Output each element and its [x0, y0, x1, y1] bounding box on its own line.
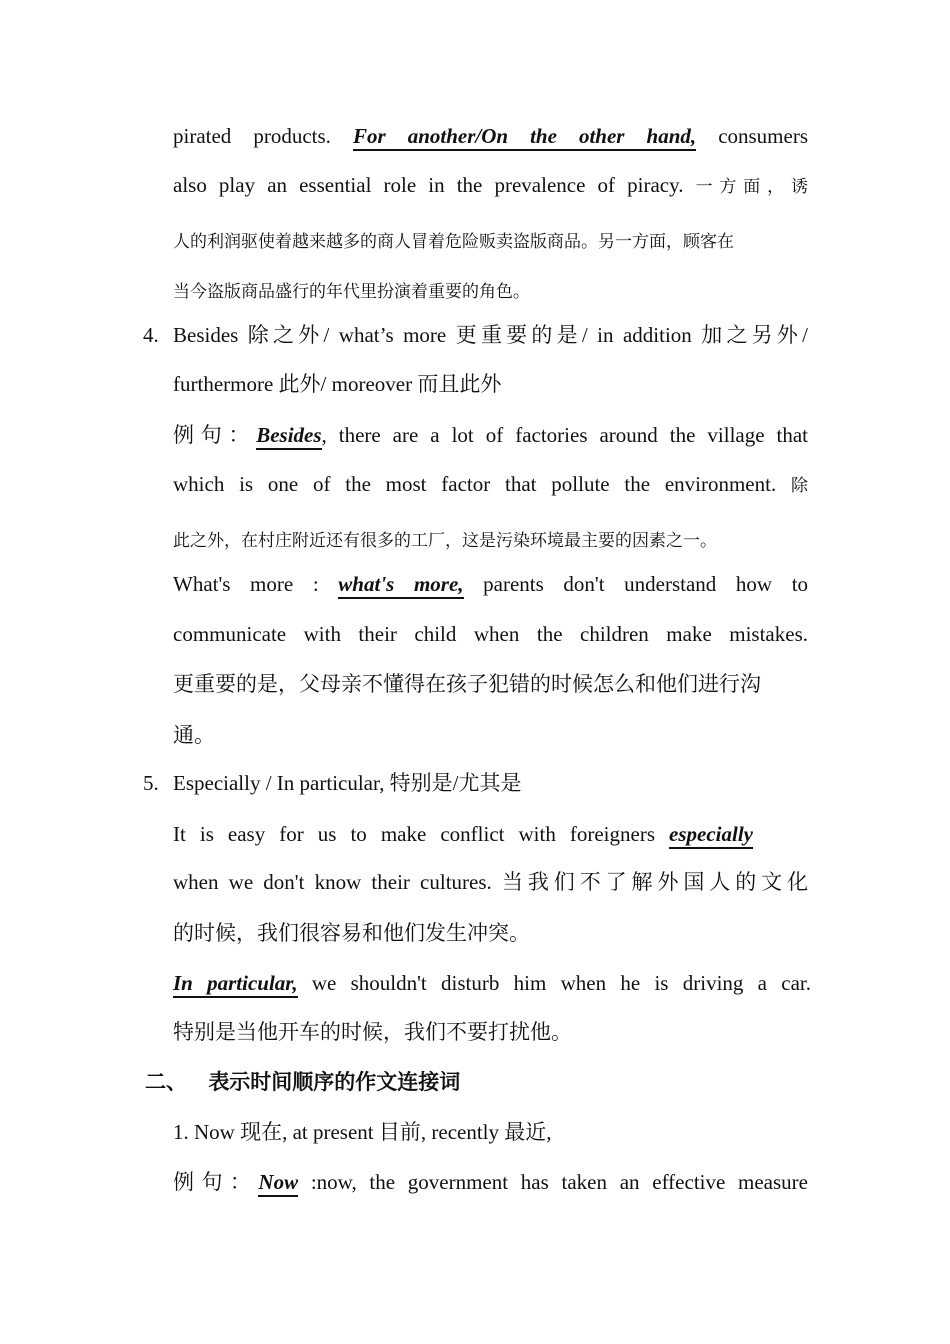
text-line [173, 671, 808, 697]
text: which is one of the most factor that pollute the environment. [173, 472, 777, 496]
list-number: 4. [143, 323, 159, 347]
text: , there are a lot of factories around the village that [321, 423, 809, 447]
emphasized-phrase: In particular, [173, 971, 298, 998]
example-line [173, 422, 808, 448]
list-number: 5. [143, 771, 159, 795]
text: parents don't understand how to [483, 572, 809, 596]
text: 1. Now 现在, at present 目前, recently 最近, [173, 1120, 552, 1144]
chinese-text: 人的利润驱使着越来越多的商人冒着危险贩卖盗版商品。另一方面，顾客在 [173, 232, 734, 252]
text-line [173, 277, 808, 305]
text: It is easy for us to make conflict with foreigners [173, 822, 655, 846]
emphasized-phrase: Besides [256, 423, 321, 450]
text-line [173, 869, 808, 895]
chinese-text: 一方面，诱 [695, 177, 808, 197]
chinese-text: 此之外，在村庄附近还有很多的工厂，这是污染环境最主要的因素之一。 [173, 531, 717, 551]
emphasized-phrase: what's more, [338, 572, 463, 599]
example-label: 例句： [173, 1170, 259, 1194]
text: also play an essential role in the prevalence of piracy. [173, 173, 684, 197]
text-line [173, 821, 753, 847]
label-text: What's more [173, 572, 294, 596]
text-line [173, 471, 808, 499]
text: furthermore 此外/ moreover 而且此外 [173, 372, 502, 396]
list-item-heading [173, 770, 808, 796]
chinese-text: 特别是当他开车的时候，我们不要打扰他。 [173, 1020, 572, 1044]
text-line [173, 371, 808, 397]
section-number: 二、 [145, 1070, 187, 1094]
text-line [173, 172, 808, 200]
example-line [173, 1169, 808, 1195]
emphasized-phrase: Now [258, 1170, 298, 1197]
text-line [173, 123, 808, 149]
text: we shouldn't disturb him when he is driving a car. [311, 971, 812, 995]
chinese-text: 除 [791, 476, 808, 496]
chinese-text: 当今盗版商品盛行的年代里扮演着重要的角色。 [173, 282, 530, 302]
chinese-text: 当我们不了解外国人的文化 [501, 870, 809, 894]
colon: : [312, 572, 319, 596]
chinese-text: 的时候，我们很容易和他们发生冲突。 [173, 921, 530, 945]
list-item-heading [173, 322, 808, 348]
text: pirated products. [173, 124, 331, 148]
text: when we don't know their cultures. [173, 870, 492, 894]
chinese-text: 通。 [173, 723, 215, 747]
text-line [173, 227, 808, 255]
chinese-text: 更重要的是，父母亲不懂得在孩子犯错的时候怎么和他们进行沟 [173, 672, 761, 696]
text: Besides 除之外/ what’s more 更重要的是/ in addition 加之另外/ [173, 323, 808, 347]
text: Especially / In particular, 特别是/尤其是 [173, 771, 522, 795]
text-line [173, 920, 808, 946]
text: consumers [718, 124, 809, 148]
emphasized-phrase: For another/On the other hand, [353, 124, 696, 151]
example-label: 例句： [173, 423, 257, 447]
text-line [173, 621, 808, 647]
text: :now, the government has taken an effective measure [310, 1170, 808, 1194]
example-line [173, 571, 808, 597]
section-heading [145, 1069, 460, 1095]
text-line [173, 970, 811, 996]
text-line [173, 526, 808, 554]
section-title: 表示时间顺序的作文连接词 [208, 1070, 461, 1094]
list-item-heading [173, 1119, 808, 1145]
emphasized-phrase: especially [669, 822, 753, 849]
text: communicate with their child when the children make mistakes. [173, 622, 808, 646]
text-line [173, 722, 808, 748]
text-line [173, 1019, 808, 1045]
